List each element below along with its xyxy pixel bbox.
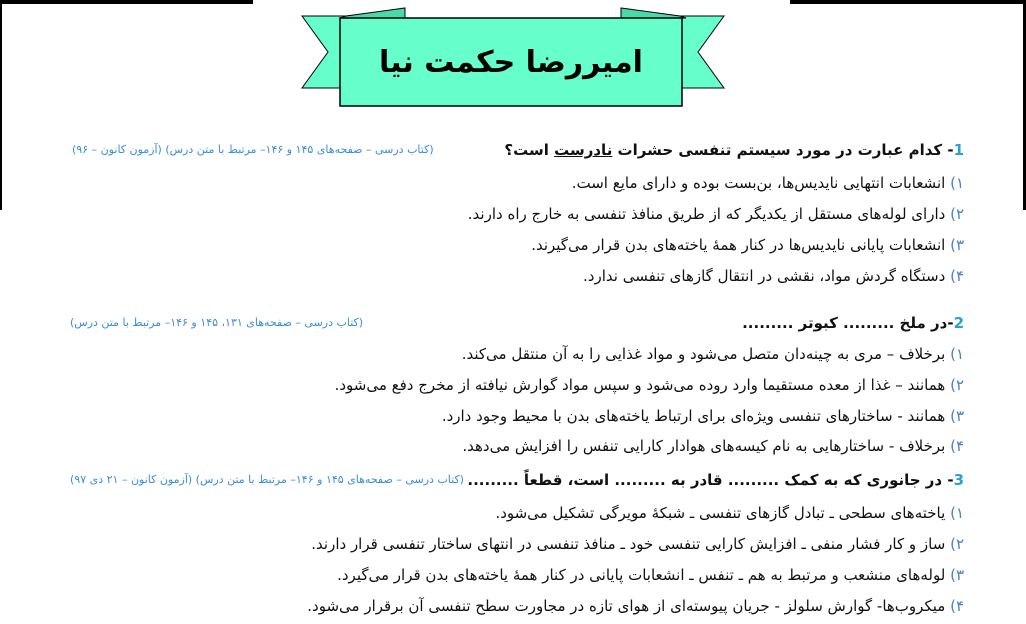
question-number: 3	[953, 471, 964, 489]
option-number: ۳)	[950, 407, 964, 425]
option-number: ۴)	[950, 437, 964, 455]
question-number: 2	[953, 314, 964, 332]
citation: (کتاب درسی – صفحه‌های ۱۴۵ و ۱۴۶– مرتبط با متن درس) (آزمون کانون – ۲۱ دی ۹۷)	[70, 473, 464, 486]
option-text: ساز و کار فشار منفی ـ افزایش کارایی تنفسی خود ـ منافذ تنفسی در انتهای ساختار تنفسی قرار دارند.	[311, 535, 946, 553]
option-number: ۱)	[950, 174, 964, 192]
option-text: انشعابات پایانی نایدیس‌ها در کنار همهٔ یاخته‌های بدن قرار می‌گیرند.	[531, 236, 946, 254]
option-number: ۴)	[950, 267, 964, 285]
option-text: انشعابات انتهایی نایدیس‌ها، بن‌بست بوده و دارای مایع است.	[571, 174, 946, 192]
option-text: میکروب‌ها- گوارش سلولز - جریان پیوسته‌ای از هوای تازه در مجاورت سطح تنفسی آن برقرار می‌شود.	[307, 597, 946, 615]
option-number: ۱)	[950, 504, 964, 522]
option[interactable]	[337, 566, 964, 584]
option-number: ۴)	[950, 597, 964, 615]
question-text: -در ملخ ......... کبوتر .........	[742, 314, 954, 332]
option[interactable]	[311, 535, 964, 553]
option-number: ۳)	[950, 236, 964, 254]
option-number: ۲)	[950, 205, 964, 223]
option-text: لوله‌های منشعب و مرتبط به هم ـ تنفس ـ انشعابات پایانی در کنار همهٔ یاخته‌های بدن قرار می‌گیرد.	[337, 566, 946, 584]
option[interactable]	[307, 597, 964, 615]
left-border	[0, 0, 2, 210]
option[interactable]	[572, 174, 964, 192]
option-number: ۱)	[950, 345, 964, 363]
option-text: دارای لوله‌های مستقل از یکدیگر که از طریق منافذ تنفسی به خارج راه دارند.	[467, 205, 946, 223]
option-number: ۲)	[950, 376, 964, 394]
option[interactable]	[468, 205, 964, 223]
question-text: - در جانوری که به کمک ......... قادر به ......... است، قطعاً .........	[467, 471, 954, 489]
option[interactable]	[531, 236, 964, 254]
option[interactable]	[462, 437, 964, 455]
question-text-end: است؟	[504, 141, 555, 159]
question-number: 1	[953, 141, 964, 159]
option-text: دستگاه گردش مواد، نقشی در انتقال گازهای تنفسی ندارد.	[583, 267, 946, 285]
option-text: یاخته‌های سطحی ـ تبادل گازهای تنفسی ـ شبکهٔ مویرگی تشکیل می‌شود.	[495, 504, 946, 522]
option-number: ۳)	[950, 566, 964, 584]
option[interactable]	[583, 267, 964, 285]
option-text: همانند - ساختارهای تنفسی ویژه‌ای برای ارتباط یاخته‌های بدن با محیط وجود دارد.	[441, 407, 946, 425]
underlined-word: نادرست	[554, 141, 613, 159]
option-text: همانند – غذا از معده مستقیما وارد روده می‌شود و سپس مواد گوارش نیافته از مخرج دفع می‌شود.	[334, 376, 946, 394]
question-1	[504, 141, 964, 159]
top-left-border	[0, 0, 253, 4]
option-text: برخلاف – مری به چینه‌دان متصل می‌شود و مواد غذایی را به آن منتقل می‌کند.	[461, 345, 946, 363]
question-2	[742, 314, 964, 332]
option[interactable]	[495, 504, 964, 522]
question-3	[467, 471, 964, 489]
question-text: - کدام عبارت در مورد سیستم تنفسی حشرات	[612, 141, 954, 159]
option[interactable]	[462, 345, 964, 363]
option[interactable]	[335, 376, 964, 394]
banner-title: امیررضا حکمت نیا	[379, 44, 643, 80]
option-text: برخلاف - ساختارهایی به نام کیسه‌های هوادار کارایی تنفس را افزایش می‌دهد.	[462, 437, 946, 455]
option-number: ۲)	[950, 535, 964, 553]
top-right-border	[790, 0, 1026, 4]
citation: (کتاب درسی – صفحه‌های ۱۴۵ و ۱۴۶– مرتبط با متن درس) (آزمون کانون – ۹۶)	[72, 143, 434, 156]
citation: (کتاب درسی – صفحه‌های ۱۳۱، ۱۴۵ و ۱۴۶– مرتبط با متن درس)	[70, 316, 364, 329]
option[interactable]	[442, 407, 964, 425]
